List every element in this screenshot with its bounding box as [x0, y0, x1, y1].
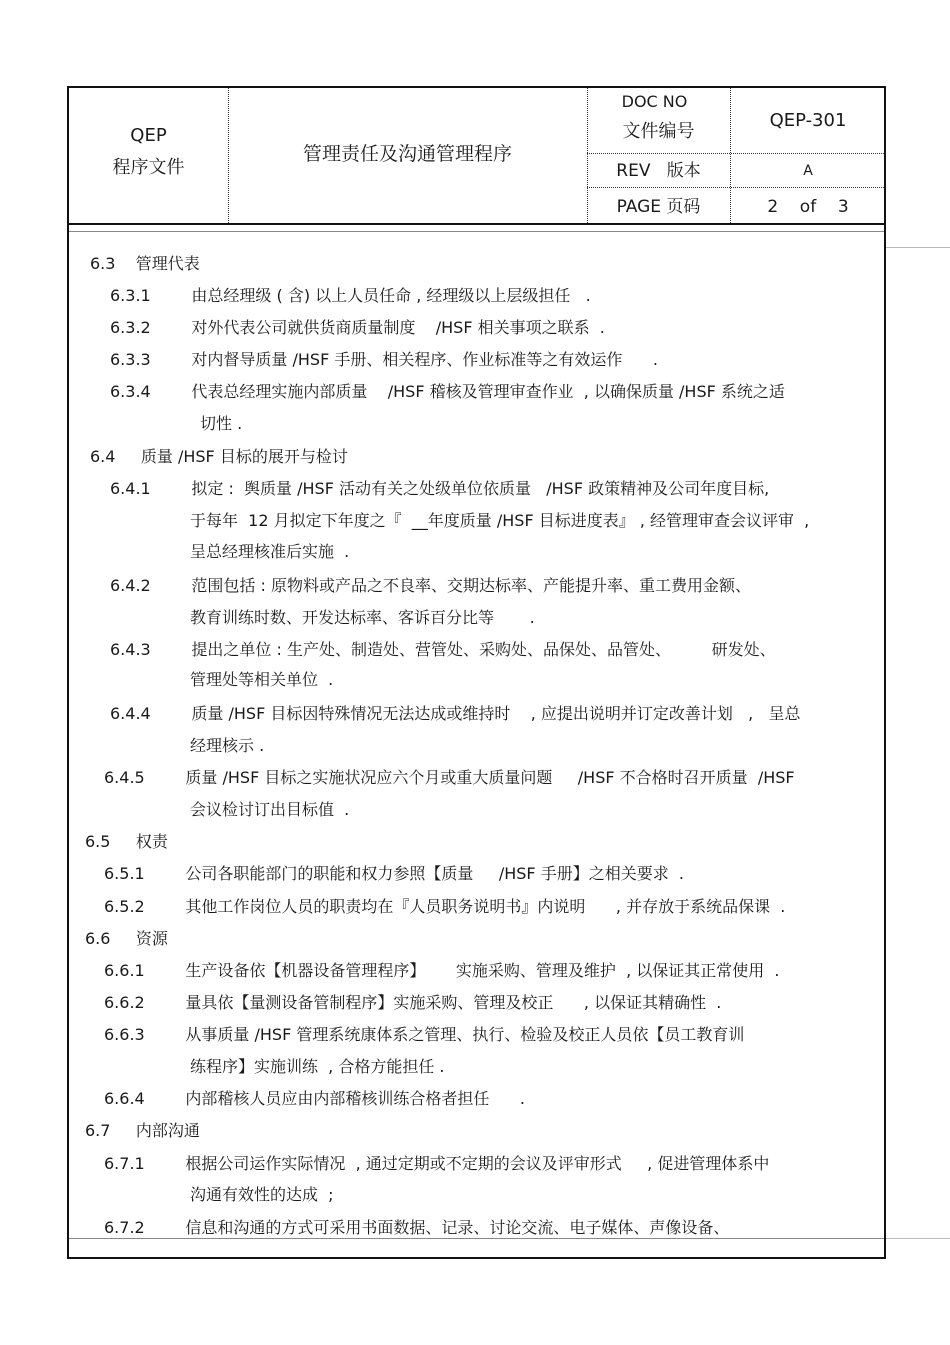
doc-no-label-zh: 文件编号	[622, 121, 695, 142]
company-name: QEP	[130, 125, 167, 146]
revision-value: A	[803, 163, 813, 179]
clause-continuation: 教育训练时数、开发达标率、客诉百分比等 .	[190, 608, 535, 627]
document-title: 管理责任及沟通管理程序	[302, 143, 512, 165]
clause-line: 6.3.4 代表总经理实施内部质量 /HSF 稽核及管理审查作业 , 以确保质量 /HSF 系统之适	[110, 382, 785, 401]
clause-line: 6.6.4 内部稽核人员应由内部稽核训练合格者担任 .	[104, 1089, 526, 1108]
clause-line: 6.7.1 根据公司运作实际情况 , 通过定期或不定期的会议及评审形式 , 促进管理体系中	[104, 1154, 770, 1173]
clause-line: 6.4.3 提出之单位 : 生产处、制造处、营管处、采购处、品保处、品管处、 研发处、	[110, 640, 776, 659]
clause-line: 6.4.5 质量 /HSF 目标之实施状况应六个月或重大质量问题 /HSF 不合格时召开质量 /HSF	[104, 768, 795, 787]
page-number	[730, 194, 886, 220]
section-heading: 6.5 权责	[85, 832, 168, 851]
rev-label-en: REV	[616, 161, 651, 181]
doc-no-label-en: DOC NO	[621, 92, 688, 111]
section-heading: 6.4 质量 /HSF 目标的展开与检讨	[90, 447, 348, 466]
document-type: 程序文件	[112, 157, 185, 178]
clause-continuation: 练程序】实施训练 , 合格方能担任 .	[190, 1057, 445, 1076]
clause-continuation: 于每年 12 月拟定下年度之『 __年度质量 /HSF 目标进度表』 , 经管理审查会议评审 ,	[190, 511, 810, 530]
revision-label	[587, 158, 730, 184]
clause-continuation: 呈总经理核准后实施 .	[190, 542, 350, 561]
section-heading: 6.3 管理代表	[90, 254, 200, 273]
header-row-divider	[587, 187, 886, 188]
header-bottom-border	[69, 223, 884, 225]
clause-continuation: 沟通有效性的达成 ;	[190, 1185, 334, 1204]
section-heading: 6.6 资源	[85, 929, 168, 948]
body-top-rule	[69, 231, 884, 232]
clause-line: 6.3.3 对内督导质量 /HSF 手册、相关程序、作业标准等之有效运作 .	[110, 350, 658, 369]
margin-rule-top	[886, 247, 950, 248]
clause-line: 6.4.4 质量 /HSF 目标因特殊情况无法达成或维持时 , 应提出说明并订定改善计划 , 呈总	[110, 704, 801, 723]
body-bottom-rule	[69, 1238, 884, 1239]
clause-line: 6.3.1 由总经理级 ( 含) 以上人员任命 , 经理级以上层级担任 .	[110, 286, 591, 305]
clause-line: 6.6.3 从事质量 /HSF 管理系统康体系之管理、执行、检验及校正人员依【员工教育训	[104, 1025, 745, 1044]
page-label-zh: 页码	[666, 197, 701, 217]
rev-label-zh: 版本	[666, 161, 701, 181]
clause-line: 6.4.2 范围包括 : 原物料或产品之不良率、交期达标率、产能提升率、重工费用金额、	[110, 576, 751, 595]
clause-continuation: 经理核示 .	[190, 736, 265, 755]
clause-continuation: 切性 .	[200, 414, 243, 433]
clause-line: 6.6.1 生产设备依【机器设备管理程序】 实施采购、管理及维护 , 以保证其正常使用 .	[104, 961, 780, 980]
page-total: 3	[837, 197, 849, 217]
clause-continuation: 会议检讨订出目标值 .	[190, 800, 350, 819]
clause-line: 6.5.2 其他工作岗位人员的职责均在『人员职务说明书』内说明 , 并存放于系统品保课 .	[104, 897, 786, 916]
clause-line: 6.6.2 量具依【量测设备管制程序】实施采购、管理及校正 , 以保证其精确性 .	[104, 993, 722, 1012]
page-label-en: PAGE	[616, 197, 661, 217]
section-heading: 6.7 内部沟通	[85, 1121, 200, 1140]
margin-rule-bottom	[886, 1238, 950, 1239]
header-row-divider	[587, 153, 886, 154]
clause-continuation: 管理处等相关单位 .	[190, 670, 334, 689]
page-current: 2	[767, 197, 779, 217]
clause-line: 6.4.1 拟定 : 舆质量 /HSF 活动有关之处级单位依质量 /HSF 政策精神及公司年度目标,	[110, 479, 770, 498]
doc-no-value: QEP-301	[769, 110, 847, 131]
page-of: of	[799, 197, 817, 217]
clause-line: 6.3.2 对外代表公司就供货商质量制度 /HSF 相关事项之联系 .	[110, 318, 605, 337]
clause-line: 6.7.2 信息和沟通的方式可采用书面数据、记录、讨论交流、电子媒体、声像设备、	[104, 1218, 730, 1237]
clause-line: 6.5.1 公司各职能部门的职能和权力参照【质量 /HSF 手册】之相关要求 .	[104, 864, 684, 883]
page-label	[587, 194, 730, 220]
